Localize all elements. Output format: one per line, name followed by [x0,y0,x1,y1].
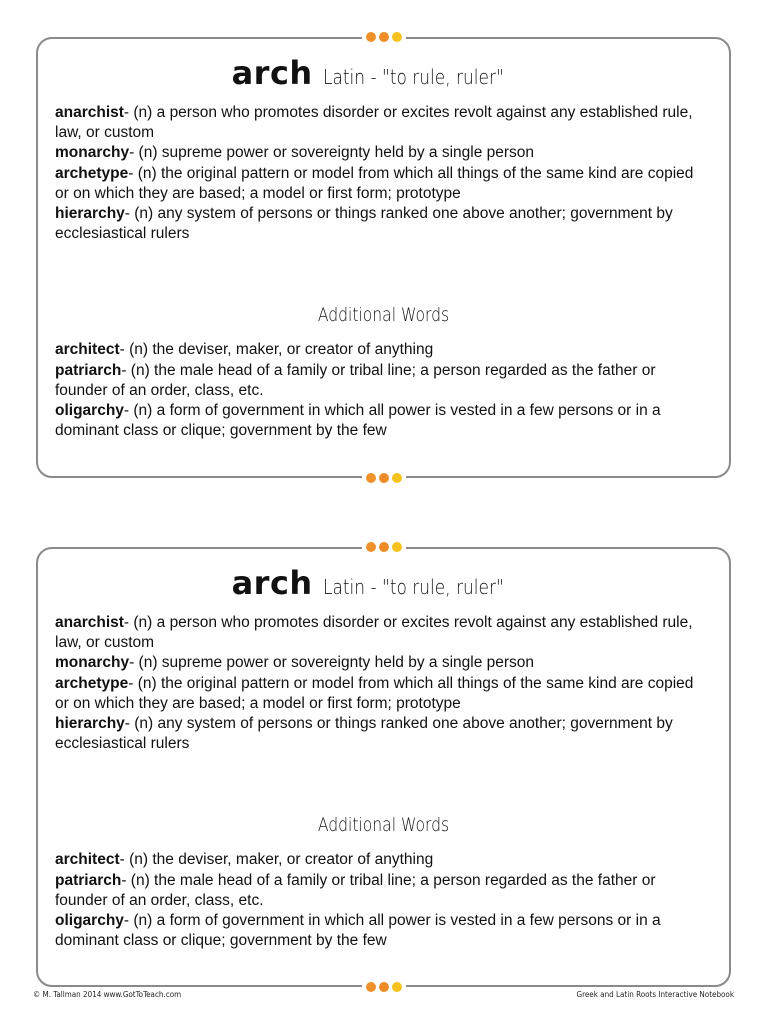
definition-text: - (n) supreme power or sovereignty held by a single person [129,654,535,672]
definition-term: anarchist [55,614,124,631]
decorative-dots-top [362,32,406,42]
root-meaning: Latin - "to rule, ruler" [322,575,504,599]
definition-text: - (n) any system of persons or things ranked one above another; government by ecclesiastical rulers [55,205,673,243]
dot-icon [366,32,376,42]
definition-text: - (n) the male head of a family or tribal line; a person regarded as the father or founder of an order, class, etc. [55,871,656,909]
additional-words-heading: Additional Words [317,304,450,327]
decorative-dots-bottom [362,473,406,483]
definition-text: - (n) the deviser, maker, or creator of anything [119,341,434,359]
additional-words-list [55,340,711,441]
definition-term: monarchy [55,654,130,672]
definition-text: - (n) a form of government in which all power is vested in a few persons or in a dominant class or clique; government by the few [55,912,661,950]
definition-item [55,613,711,653]
definition-term: architect [55,851,120,869]
dot-icon [379,473,389,483]
definitions-list [55,103,711,244]
definition-text: - (n) the male head of a family or tribal line; a person regarded as the father or founder of an order, class, etc. [55,361,656,399]
root-word: arch [231,564,313,602]
definition-item [55,911,711,951]
definition-term: oligarchy [55,402,124,420]
definition-item [55,871,711,911]
card-title [38,563,729,603]
definition-text: - (n) supreme power or sovereignty held by a single person [129,144,535,162]
footer-notebook-title: Greek and Latin Roots Interactive Notebook [576,990,734,999]
definition-item [55,143,711,163]
definition-term: hierarchy [55,715,125,733]
dot-icon [392,542,402,552]
footer-copyright: © M. Tallman 2014 www.GotToTeach.com [33,990,182,999]
card-title [38,53,729,93]
dot-icon [379,982,389,992]
definitions-list [55,613,711,754]
definition-text: - (n) the original pattern or model from which all things of the same kind are copied or on which they are based; a model or first form; prototype [55,674,694,712]
definition-item [55,103,711,143]
definition-term: architect [55,341,120,359]
dot-icon [392,473,402,483]
definition-item [55,204,711,244]
definition-text: - (n) any system of persons or things ranked one above another; government by ecclesiastical rulers [55,715,673,753]
dot-icon [379,32,389,42]
definition-term: archetype [55,164,129,182]
definition-item [55,164,711,204]
dot-icon [392,32,402,42]
definition-item [55,401,711,441]
decorative-dots-bottom [362,982,406,992]
definition-term: hierarchy [55,205,125,223]
definition-text: - (n) a form of government in which all power is vested in a few persons or in a dominant class or clique; government by the few [55,402,661,440]
definition-term: anarchist [55,104,124,121]
definition-item [55,850,711,870]
additional-words-heading: Additional Words [317,814,450,837]
definition-text: - (n) the deviser, maker, or creator of anything [119,851,434,869]
dot-icon [366,542,376,552]
dot-icon [366,473,376,483]
definition-text: - (n) a person who promotes disorder or excites revolt against any established rule, law, or custom [55,614,693,652]
dot-icon [392,982,402,992]
definition-term: oligarchy [55,912,124,930]
definition-item [55,653,711,673]
definition-item [55,714,711,754]
dot-icon [366,982,376,992]
definition-item [55,674,711,714]
root-card-2 [36,547,731,987]
definition-term: patriarch [55,361,122,379]
root-meaning: Latin - "to rule, ruler" [322,65,504,89]
root-word: arch [231,54,313,92]
definition-item [55,340,711,360]
dot-icon [379,542,389,552]
definition-term: archetype [55,674,129,692]
definition-item [55,361,711,401]
definition-text: - (n) a person who promotes disorder or excites revolt against any established rule, law, or custom [55,104,693,142]
additional-words-list [55,850,711,951]
definition-text: - (n) the original pattern or model from which all things of the same kind are copied or on which they are based; a model or first form; prototype [55,164,694,202]
root-card-1 [36,37,731,478]
decorative-dots-top [362,542,406,552]
definition-term: monarchy [55,144,130,162]
definition-term: patriarch [55,871,122,889]
